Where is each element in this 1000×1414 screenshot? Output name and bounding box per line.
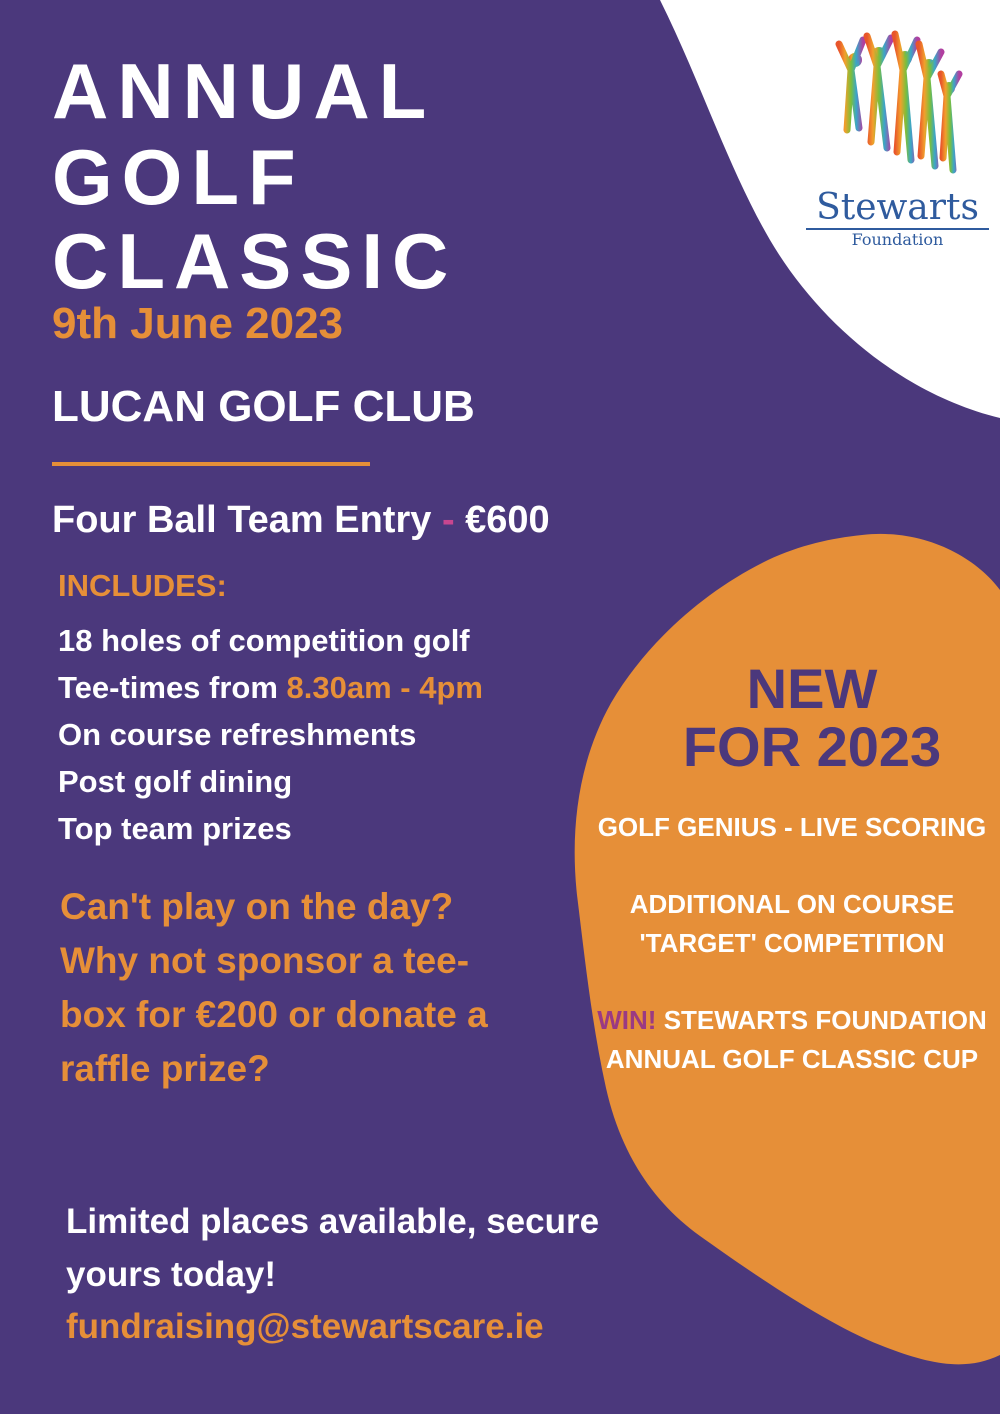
- logo-name: Stewarts: [816, 187, 979, 228]
- includes-heading: INCLUDES:: [58, 568, 227, 603]
- new-heading-line1: NEW: [746, 657, 878, 720]
- limited-places-text: Limited places available, secure yours today!: [66, 1202, 600, 1294]
- title-line-classic: CLASSIC: [52, 217, 458, 305]
- entry-separator: -: [441, 499, 455, 541]
- tee-times-prefix: Tee-times from: [58, 670, 287, 705]
- logo-subtitle: Foundation: [851, 230, 944, 249]
- list-item: On course refreshments: [58, 717, 417, 752]
- win-highlight: WIN!: [597, 1005, 657, 1035]
- list-item: [590, 1001, 994, 1079]
- list-item: ADDITIONAL ON COURSE 'TARGET' COMPETITION: [629, 889, 955, 958]
- title-line-golf: GOLF: [52, 133, 305, 221]
- divider: [52, 462, 370, 466]
- contact-email-link[interactable]: fundraising@stewartscare.ie: [66, 1307, 544, 1346]
- list-item: GOLF GENIUS - LIVE SCORING: [597, 812, 987, 842]
- list-item: [58, 664, 483, 711]
- list-item: Post golf dining: [58, 764, 293, 799]
- new-for-2023-heading: [612, 657, 1000, 778]
- new-features-list: [590, 808, 994, 1117]
- list-item: Top team prizes: [58, 811, 292, 846]
- stewarts-foundation-logo: [800, 30, 995, 260]
- entry-fee: [52, 500, 550, 542]
- includes-list: [58, 617, 483, 852]
- title-line-annual: ANNUAL: [52, 47, 436, 135]
- event-venue: LUCAN GOLF CLUB: [52, 382, 475, 431]
- new-heading-line2: FOR 2023: [682, 715, 942, 778]
- cup-text: STEWARTS FOUNDATION ANNUAL GOLF CLASSIC CUP: [605, 1005, 987, 1074]
- event-date: 9th June 2023: [52, 299, 344, 348]
- entry-price: €600: [465, 499, 550, 541]
- sponsor-callout: Can't play on the day? Why not sponsor a tee-box for €200 or donate a raffle prize?: [60, 886, 488, 1089]
- tee-times-value: 8.30am - 4pm: [286, 670, 483, 705]
- entry-label: Four Ball Team Entry: [52, 499, 432, 541]
- rainbow-people-figures-icon: [833, 30, 963, 188]
- list-item: 18 holes of competition golf: [58, 623, 470, 658]
